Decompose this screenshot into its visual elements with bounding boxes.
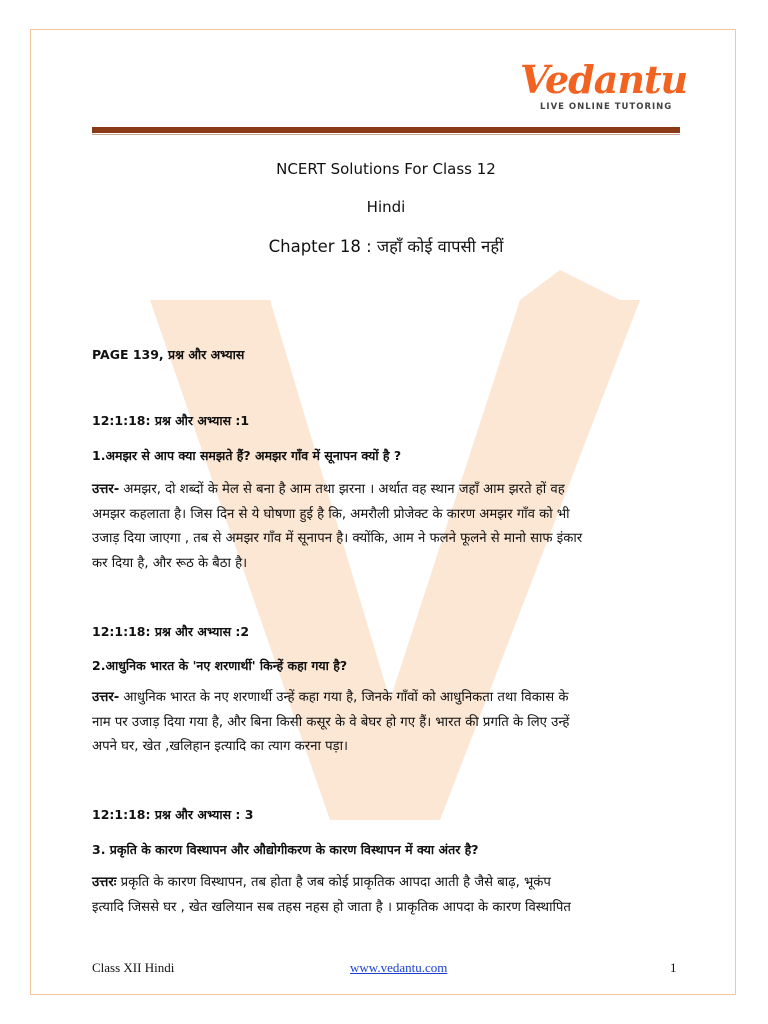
answer-line: अपने घर, खेत ,खलिहान इत्यादि का त्याग करना पड़ा। [92,739,349,754]
page-number: 1 [670,960,677,975]
section-label: 12:1:18: प्रश्न और अभ्यास : 3 [92,807,254,822]
question: 3. प्रकृति के कारण विस्थापन और औद्योगीकरण के कारण विस्थापन में क्या अंतर है? [92,842,479,857]
answer-line: अमझर कहलाता है। जिस दिन से ये घोषणा हुई है कि, अमरौली प्रोजेक्ट के कारण अमझर गाँव को भी [92,506,570,522]
question: 1.अमझर से आप क्या समझते हैं? अमझर गाँव में सूनापन क्यों है ? [92,448,402,463]
section-label: 12:1:18: प्रश्न और अभ्यास :2 [92,624,250,639]
doc-title: NCERT Solutions For Class 12 [276,160,496,178]
header-rule [92,127,680,133]
vedantu-logo[interactable] [520,57,690,116]
logo-tagline: LIVE ONLINE TUTORING [540,102,673,112]
answer-line: उत्तरः प्रकृति के कारण विस्थापन, तब होता है जब कोई प्राकृतिक आपदा आती है जैसे बाढ़, भूकंप [92,875,551,890]
answer-line: इत्यादि जिससे घर , खेत खलियान सब तहस नहस हो जाता है । प्राकृतिक आपदा के कारण विस्थापित [92,899,571,915]
footer-website-link[interactable]: www.vedantu.com [350,960,448,975]
doc-subject: Hindi [366,198,406,216]
page-heading: PAGE 139, प्रश्न और अभ्यास [92,347,245,362]
question: 2.आधुनिक भारत के 'नए शरणार्थी' किन्हें कहा गया है? [92,658,348,673]
answer-line: उत्तर- अमझर, दो शब्दों के मेल से बना है आम तथा झरना । अर्थात वह स्थान जहाँ आम झरते हों वह [92,482,565,497]
answer [92,871,692,920]
header-rule-shadow [92,134,680,135]
answer-prefix: उत्तर- [92,690,120,705]
answer-prefix: उत्तरः [92,875,117,890]
answer-line: नाम पर उजाड़ दिया गया है, और बिना किसी कसूर के वे बेघर हो गए हैं। भारत की प्रगति के लिए उन्हें [92,714,570,730]
answer [92,478,692,576]
answer [92,686,692,760]
answer-line: उजाड़ दिया जाएगा , तब से अमझर गाँव में सूनापन है। क्योंकि, आम ने फलने फूलने से मानो साफ इंकार [92,531,583,546]
answer-line: उत्तर- आधुनिक भारत के नए शरणार्थी उन्हें कहा गया है, जिनके गाँवों को आधुनिकता तथा विकास के [92,690,569,705]
footer-class-label: Class XII Hindi [92,960,175,975]
answer-prefix: उत्तर- [92,482,120,497]
answer-line: कर दिया है, और रूठ के बैठा है। [92,555,248,571]
section-label: 12:1:18: प्रश्न और अभ्यास :1 [92,413,250,428]
logo-wordmark: Vedantu [520,57,688,102]
chapter-title: Chapter 18 : जहाँ कोई वापसी नहीं [268,237,504,256]
